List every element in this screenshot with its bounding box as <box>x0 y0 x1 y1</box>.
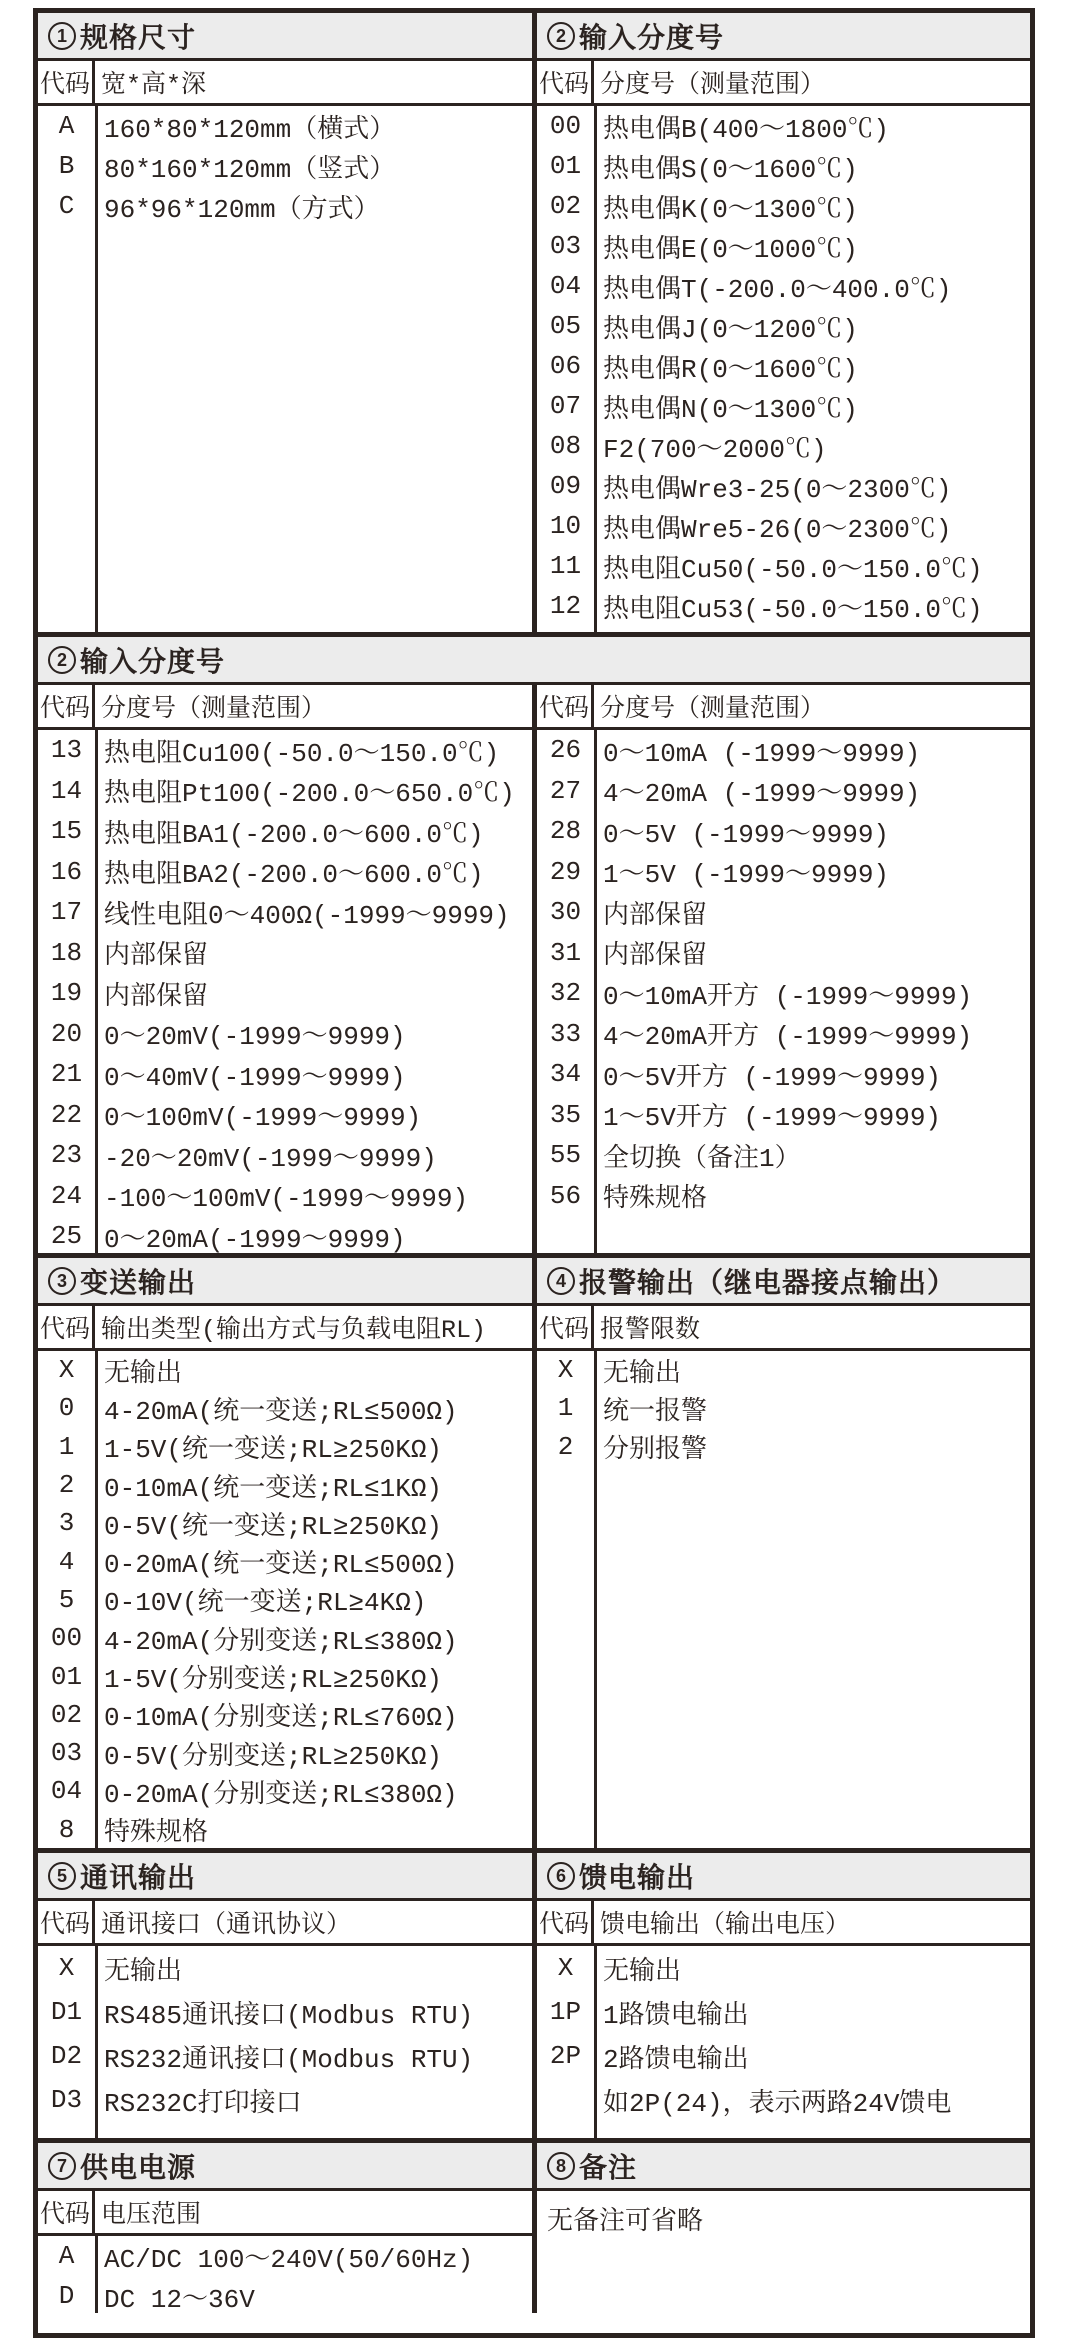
table-row <box>537 466 1030 506</box>
row-desc-cell: 0-10mA(统一变送;RL≤1KΩ) <box>104 1473 443 1504</box>
row-desc-cell: 0-10V(统一变送;RL≥4KΩ) <box>104 1588 427 1619</box>
table-row <box>537 730 1030 771</box>
table-row <box>38 1772 532 1810</box>
row-desc-cell: 内部保留 <box>104 941 209 972</box>
section-header-band <box>537 13 1030 61</box>
section-header-band <box>537 2143 1030 2191</box>
section-header-band <box>537 1853 1030 1901</box>
row-code-cell: 55 <box>549 1140 582 1171</box>
table-row <box>537 1054 1030 1095</box>
table-row <box>38 811 532 852</box>
row-desc-cell: 0-5V(统一变送;RL≥250KΩ) <box>104 1511 443 1542</box>
section-transmit-output <box>38 1258 537 1848</box>
code-column-header: 代码 <box>537 685 594 727</box>
row-desc-cell: 内部保留 <box>104 981 209 1012</box>
row-desc-cell: 热电偶E(0～1000℃) <box>603 234 858 265</box>
row-code-cell: 18 <box>50 937 83 968</box>
desc-column-header: 宽*高*深 <box>101 71 207 100</box>
table-row <box>537 811 1030 852</box>
spec-code-sheet <box>33 8 1035 2338</box>
input-range-left-column <box>38 685 537 1258</box>
row-desc-cell: 0～40mV(-1999～9999) <box>104 1062 406 1093</box>
table-row <box>38 146 532 186</box>
row-code-cell: 06 <box>549 351 582 381</box>
row-desc-cell: 0～5V (-1999～9999) <box>603 819 890 850</box>
rows-container <box>537 730 1030 1258</box>
row-desc-cell: 0-20mA(分别变送;RL≤380Ω) <box>104 1779 458 1810</box>
row-code-cell: 56 <box>549 1180 582 1211</box>
row-desc-cell: 热电偶T(-200.0～400.0℃) <box>603 274 952 305</box>
row-desc-cell: F2(700～2000℃) <box>603 434 827 465</box>
row-desc-cell: 160*80*120mm（横式） <box>104 114 396 145</box>
row-desc-cell: 80*160*120mm（竖式） <box>104 154 396 185</box>
section-group-4 <box>38 1848 1030 2138</box>
row-code-cell: 05 <box>549 311 582 341</box>
row-code-cell: 2 <box>557 1431 574 1462</box>
row-code-cell: X <box>58 1355 75 1386</box>
row-desc-cell: 热电阻BA1(-200.0～600.0℃) <box>104 819 484 850</box>
section-header-band <box>38 637 1030 685</box>
row-code-cell: 04 <box>549 271 582 301</box>
row-code-cell: 1 <box>557 1393 574 1424</box>
row-code-cell: X <box>557 1953 574 1983</box>
table-row <box>537 1095 1030 1136</box>
row-desc-cell: 96*96*120mm（方式） <box>104 194 380 225</box>
row-code-cell: 03 <box>549 231 582 261</box>
row-code-cell: 10 <box>549 511 582 541</box>
table-row <box>38 1466 532 1504</box>
row-code-cell: 03 <box>50 1738 83 1769</box>
table-row <box>537 586 1030 626</box>
desc-column-header: 馈电输出（输出电压） <box>600 1911 851 1940</box>
table-row <box>537 852 1030 893</box>
row-desc-cell: -20～20mV(-1999～9999) <box>104 1143 437 1174</box>
section-feed-output <box>537 1853 1030 2138</box>
section-input-range-top <box>537 13 1030 632</box>
row-code-cell: 26 <box>549 735 582 766</box>
section-remarks <box>537 2143 1030 2313</box>
row-desc-cell: 特殊规格 <box>104 1818 209 1848</box>
row-code-cell: 8 <box>58 1814 75 1845</box>
row-desc-cell: 0-5V(分别变送;RL≥250KΩ) <box>104 1741 443 1772</box>
row-code-cell: D2 <box>50 2041 83 2071</box>
desc-column-header: 报警限数 <box>600 1316 701 1345</box>
desc-column-header: 通讯接口（通讯协议） <box>101 1911 352 1940</box>
row-code-cell: D1 <box>50 1997 83 2027</box>
row-desc-cell: 热电阻Pt100(-200.0～650.0℃) <box>104 779 515 810</box>
rows-container <box>38 1351 532 1848</box>
desc-column-header: 分度号（测量范围） <box>600 71 826 100</box>
table-row <box>38 1054 532 1095</box>
rows-container <box>38 2236 532 2313</box>
row-code-cell: 01 <box>50 1661 83 1692</box>
table-row <box>38 852 532 893</box>
row-desc-cell: 1-5V(分别变送;RL≥250KΩ) <box>104 1665 443 1696</box>
column-header-row <box>537 1901 1030 1946</box>
row-code-cell: 30 <box>549 897 582 928</box>
column-header-row <box>537 685 1030 730</box>
section-group-2 <box>38 632 1030 1253</box>
section-spec-size <box>38 13 537 632</box>
section-input-range-continued <box>38 685 1030 1258</box>
table-row <box>537 771 1030 812</box>
section-title: 馈电输出 <box>579 1861 696 1893</box>
row-code-cell: 32 <box>549 978 582 1009</box>
row-code-cell: 28 <box>549 816 582 847</box>
section-header-band <box>38 1258 532 1306</box>
section-alarm-output <box>537 1258 1030 1848</box>
row-desc-cell: 内部保留 <box>603 941 708 972</box>
row-desc-cell: 热电阻Cu100(-50.0～150.0℃) <box>104 738 500 769</box>
row-desc-cell: 1路馈电输出 <box>603 2000 749 2031</box>
table-row <box>537 346 1030 386</box>
row-desc-cell: 热电偶J(0～1200℃) <box>603 314 858 345</box>
table-row <box>537 1946 1030 1990</box>
table-row <box>38 2034 532 2078</box>
table-row <box>38 1135 532 1176</box>
table-row <box>537 386 1030 426</box>
row-code-cell: 1P <box>549 1997 582 2027</box>
table-row <box>537 1351 1030 1389</box>
row-desc-cell: 1～5V (-1999～9999) <box>603 860 890 891</box>
rows-container <box>38 1946 532 2138</box>
row-desc-cell: 4～20mA (-1999～9999) <box>603 779 921 810</box>
row-desc-cell: 热电偶Wre5-26(0～2300℃) <box>603 514 952 545</box>
section-title: 变送输出 <box>80 1266 197 1298</box>
row-code-cell: A <box>58 111 75 141</box>
row-desc-cell: 热电偶Wre3-25(0～2300℃) <box>603 474 952 505</box>
column-header-row <box>38 685 532 730</box>
rows-container <box>38 730 532 1258</box>
row-code-cell: X <box>58 1953 75 1983</box>
table-row <box>537 1135 1030 1176</box>
row-code-cell: 14 <box>50 775 83 806</box>
column-header-row <box>38 1306 532 1351</box>
row-code-cell: 17 <box>50 897 83 928</box>
row-code-cell: X <box>557 1355 574 1386</box>
row-code-cell: C <box>58 191 75 221</box>
section-group-1 <box>38 13 1030 632</box>
row-code-cell: 4 <box>58 1546 75 1577</box>
table-row <box>38 771 532 812</box>
circled-number-icon: 5 <box>48 1862 76 1890</box>
table-row <box>537 506 1030 546</box>
section-header-band <box>537 1258 1030 1306</box>
column-header-row <box>537 1306 1030 1351</box>
desc-column-header: 输出类型(输出方式与负载电阻RL) <box>101 1316 487 1345</box>
row-code-cell: 02 <box>50 1699 83 1730</box>
column-header-row <box>38 1901 532 1946</box>
row-code-cell: 25 <box>50 1221 83 1252</box>
table-row <box>38 2276 532 2313</box>
rows-container <box>537 1946 1030 2138</box>
circled-number-icon: 1 <box>48 22 76 50</box>
code-column-header: 代码 <box>38 1306 95 1348</box>
column-header-row <box>38 2191 532 2236</box>
table-row <box>537 2078 1030 2122</box>
row-code-cell: 35 <box>549 1099 582 1130</box>
row-code-cell: 15 <box>50 816 83 847</box>
row-code-cell: A <box>58 2241 75 2271</box>
row-code-cell: 09 <box>549 471 582 501</box>
table-row <box>38 1990 532 2034</box>
row-code-cell: 23 <box>50 1140 83 1171</box>
row-code-cell: 07 <box>549 391 582 421</box>
table-row <box>38 1542 532 1580</box>
row-desc-cell: 线性电阻0～400Ω(-1999～9999) <box>104 900 510 931</box>
row-code-cell: 34 <box>549 1059 582 1090</box>
table-row <box>38 1696 532 1734</box>
table-row <box>38 1428 532 1466</box>
row-desc-cell: -100～100mV(-1999～9999) <box>104 1184 469 1215</box>
table-row <box>38 1811 532 1848</box>
table-row <box>537 933 1030 974</box>
row-code-cell: 19 <box>50 978 83 1009</box>
table-row <box>38 1095 532 1136</box>
table-row <box>537 306 1030 346</box>
row-desc-cell: 4～20mA开方 (-1999～9999) <box>603 1022 973 1053</box>
row-desc-cell: 0～20mV(-1999～9999) <box>104 1022 406 1053</box>
circled-number-icon: 8 <box>547 2152 575 2180</box>
row-desc-cell: 热电阻BA2(-200.0～600.0℃) <box>104 860 484 891</box>
row-desc-cell: 热电偶B(400～1800℃) <box>603 114 890 145</box>
section-header-band <box>38 2143 532 2191</box>
row-code-cell: 04 <box>50 1776 83 1807</box>
table-row <box>537 226 1030 266</box>
table-row <box>38 1657 532 1695</box>
table-row <box>38 933 532 974</box>
section-title: 通讯输出 <box>80 1861 197 1893</box>
row-desc-cell: 内部保留 <box>603 900 708 931</box>
table-row <box>537 426 1030 466</box>
row-desc-cell: 特殊规格 <box>603 1184 708 1215</box>
section-power-supply <box>38 2143 537 2313</box>
row-code-cell: 12 <box>549 591 582 621</box>
table-row <box>537 973 1030 1014</box>
rows-container <box>537 106 1030 632</box>
table-row <box>38 730 532 771</box>
table-row <box>38 1619 532 1657</box>
row-desc-cell: 1-5V(统一变送;RL≥250KΩ) <box>104 1435 443 1466</box>
table-row <box>38 1581 532 1619</box>
section-title: 规格尺寸 <box>80 21 197 53</box>
table-row <box>537 146 1030 186</box>
table-row <box>38 106 532 146</box>
row-desc-cell: RS232C打印接口 <box>104 2088 302 2119</box>
table-row <box>537 546 1030 586</box>
section-title: 输入分度号 <box>579 21 725 53</box>
row-code-cell: 2P <box>549 2041 582 2071</box>
circled-number-icon: 3 <box>48 1267 76 1295</box>
row-desc-cell: 2路馈电输出 <box>603 2044 749 2075</box>
row-desc-cell: 热电偶R(0～1600℃) <box>603 354 858 385</box>
code-column-header: 代码 <box>537 61 594 103</box>
section-comm-output <box>38 1853 537 2138</box>
row-desc-cell: RS232通讯接口(Modbus RTU) <box>104 2044 474 2075</box>
row-code-cell: 33 <box>549 1018 582 1049</box>
column-header-row <box>537 61 1030 106</box>
row-desc-cell: 全切换（备注1） <box>603 1143 801 1174</box>
row-code-cell: 5 <box>58 1584 75 1615</box>
row-code-cell: 08 <box>549 431 582 461</box>
row-code-cell: 01 <box>549 151 582 181</box>
circled-number-icon: 7 <box>48 2152 76 2180</box>
section-header-band <box>38 1853 532 1901</box>
circled-number-icon: 6 <box>547 1862 575 1890</box>
table-row <box>537 186 1030 226</box>
circled-number-icon: 2 <box>547 22 575 50</box>
row-desc-cell: 0～20mA(-1999～9999) <box>104 1224 406 1255</box>
desc-column-header: 分度号（测量范围） <box>101 695 327 724</box>
section-title: 供电电源 <box>80 2151 197 2183</box>
section-group-5 <box>38 2138 1030 2313</box>
row-desc-cell: 热电偶K(0～1300℃) <box>603 194 858 225</box>
row-desc-cell: 分别报警 <box>603 1435 708 1466</box>
code-column-header: 代码 <box>38 2191 95 2233</box>
row-code-cell: 21 <box>50 1059 83 1090</box>
row-code-cell: 00 <box>549 111 582 141</box>
row-desc-cell: 4-20mA(统一变送;RL≤500Ω) <box>104 1396 458 1427</box>
remark-text: 无备注可省略 <box>547 2207 704 2237</box>
code-column-header: 代码 <box>537 1306 594 1348</box>
column-header-row <box>38 61 532 106</box>
row-code-cell: 24 <box>50 1180 83 1211</box>
row-desc-cell: RS485通讯接口(Modbus RTU) <box>104 2000 474 2031</box>
row-desc-cell: 热电偶S(0～1600℃) <box>603 154 858 185</box>
row-desc-cell: 4-20mA(分别变送;RL≤380Ω) <box>104 1626 458 1657</box>
circled-number-icon: 2 <box>48 646 76 674</box>
row-code-cell: 2 <box>58 1470 75 1501</box>
table-row <box>38 1216 532 1257</box>
row-desc-cell: DC 12～36V <box>104 2284 255 2313</box>
row-code-cell: 16 <box>50 856 83 887</box>
table-row <box>38 1389 532 1427</box>
row-desc-cell: 1～5V开方 (-1999～9999) <box>603 1103 942 1134</box>
section-header-band <box>38 13 532 61</box>
row-code-cell: 00 <box>50 1623 83 1654</box>
row-code-cell: 02 <box>549 191 582 221</box>
table-row <box>38 1734 532 1772</box>
table-row <box>38 1946 532 1990</box>
row-code-cell: 13 <box>50 735 83 766</box>
input-range-right-column <box>537 685 1030 1258</box>
desc-column-header: 分度号（测量范围） <box>600 695 826 724</box>
row-desc-cell: 热电阻Cu53(-50.0～150.0℃) <box>603 594 983 625</box>
row-desc-cell: 热电偶N(0～1300℃) <box>603 394 858 425</box>
row-code-cell: 3 <box>58 1508 75 1539</box>
section-group-3 <box>38 1253 1030 1848</box>
row-desc-cell: 统一报警 <box>603 1396 708 1427</box>
row-code-cell: 22 <box>50 1099 83 1130</box>
row-desc-cell: 0-10mA(分别变送;RL≤760Ω) <box>104 1703 458 1734</box>
row-desc-cell: 0～10mA (-1999～9999) <box>603 738 921 769</box>
section-title: 报警输出（继电器接点输出） <box>579 1266 957 1298</box>
table-row <box>38 1351 532 1389</box>
row-code-cell: B <box>58 151 75 181</box>
row-code-cell: 0 <box>58 1393 75 1424</box>
table-row <box>38 2078 532 2122</box>
row-code-cell: 29 <box>549 856 582 887</box>
table-row <box>537 2034 1030 2078</box>
table-row <box>537 1990 1030 2034</box>
row-desc-cell: 0～10mA开方 (-1999～9999) <box>603 981 973 1012</box>
section-title: 输入分度号 <box>80 645 226 677</box>
table-row <box>38 1504 532 1542</box>
table-row <box>38 186 532 226</box>
table-row <box>537 266 1030 306</box>
desc-column-header: 电压范围 <box>101 2201 202 2230</box>
row-code-cell: 11 <box>549 551 582 581</box>
row-code-cell: D3 <box>50 2085 83 2115</box>
section-title: 备注 <box>579 2151 638 2183</box>
table-row <box>38 2236 532 2276</box>
table-row <box>537 106 1030 146</box>
row-code-cell: 27 <box>549 775 582 806</box>
table-row <box>537 1176 1030 1217</box>
row-desc-cell: 无输出 <box>603 1358 682 1389</box>
row-desc-cell: 0-20mA(统一变送;RL≤500Ω) <box>104 1550 458 1581</box>
row-code-cell: D <box>58 2281 75 2311</box>
circled-number-icon: 4 <box>547 1267 575 1295</box>
row-desc-cell: 无输出 <box>104 1358 183 1389</box>
code-column-header: 代码 <box>38 1901 95 1943</box>
table-row <box>38 973 532 1014</box>
table-row <box>38 892 532 933</box>
row-code-cell: 20 <box>50 1018 83 1049</box>
table-row <box>537 1014 1030 1055</box>
table-row <box>38 1014 532 1055</box>
row-code-cell: 1 <box>58 1431 75 1462</box>
table-row <box>38 1176 532 1217</box>
row-desc-cell: AC/DC 100～240V(50/60Hz) <box>104 2244 474 2275</box>
code-column-header: 代码 <box>38 61 95 103</box>
row-desc-cell: 无输出 <box>603 1956 682 1987</box>
code-column-header: 代码 <box>38 685 95 727</box>
row-desc-cell: 0～5V开方 (-1999～9999) <box>603 1062 942 1093</box>
row-desc-cell: 无输出 <box>104 1956 183 1987</box>
row-code-cell: 31 <box>549 937 582 968</box>
row-desc-cell: 如2P(24)，表示两路24V馈电 <box>603 2088 952 2119</box>
table-row <box>537 1389 1030 1427</box>
rows-container <box>537 1351 1030 1848</box>
rows-container <box>38 106 532 632</box>
code-column-header: 代码 <box>537 1901 594 1943</box>
row-desc-cell: 0～100mV(-1999～9999) <box>104 1103 422 1134</box>
row-desc-cell: 热电阻Cu50(-50.0～150.0℃) <box>603 554 983 585</box>
table-row <box>537 892 1030 933</box>
table-row <box>537 1428 1030 1466</box>
